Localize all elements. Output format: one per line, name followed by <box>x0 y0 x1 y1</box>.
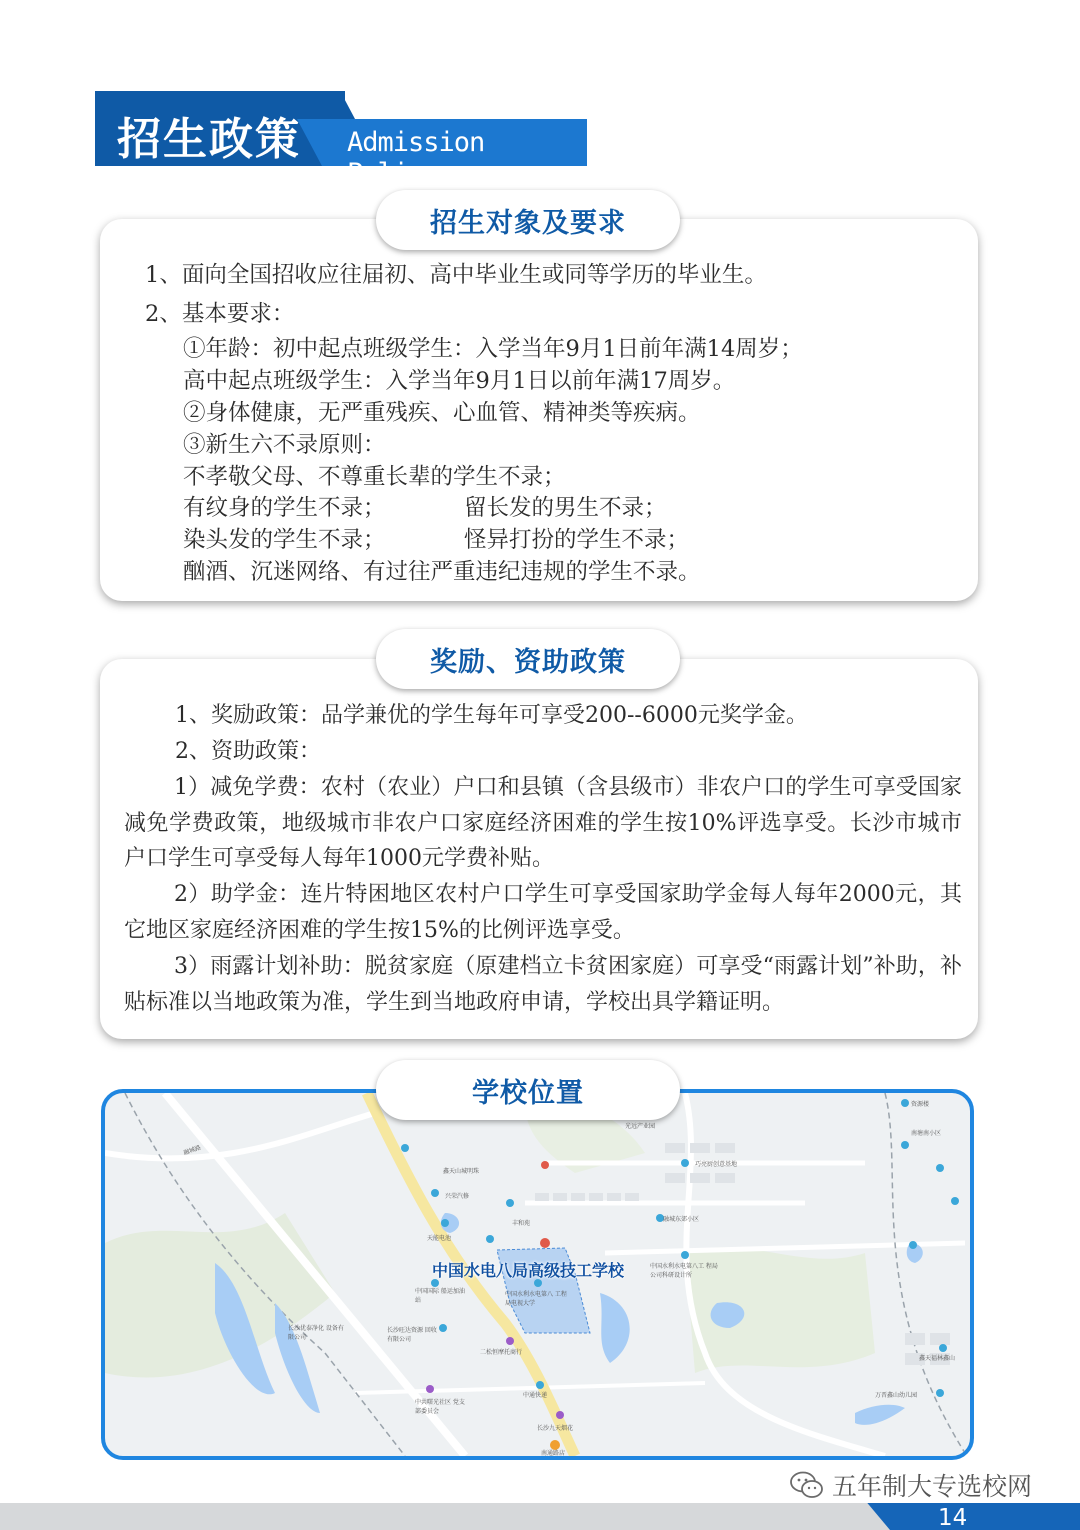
map-poi: 长沙九天烟花 <box>537 1425 574 1432</box>
aid-paragraph: 1、奖励政策：品学兼优的学生每年可享受200--6000元奖学金。 <box>175 703 808 728</box>
financial-aid-heading <box>376 629 680 689</box>
watermark-text: 五年制大专选校网 <box>832 1467 1032 1503</box>
map-poi: 鑫天山城明珠 <box>443 1168 480 1175</box>
requirement-line: 怪异打扮的学生不录； <box>464 527 690 553</box>
requirement-line: 有纹身的学生不录； <box>183 495 386 521</box>
requirement-line: ①年龄：初中起点班级学生：入学当年9月1日前年满14周岁； <box>183 336 803 362</box>
aid-paragraph: 1）减免学费：农村（农业）户口和县镇（含县级市）非农户口的学生可享受国家减免学费政策，地级城市非农户口家庭经济困难的学生按10%评选享受。长沙市城市户口学生可享受每人每年1000元学费补贴。 <box>124 775 962 871</box>
aid-paragraph: 2、资助政策： <box>175 739 321 764</box>
aid-paragraph: 3）雨露计划补助：脱贫家庭（原建档立卡贫困家庭）可享受“雨露计划”补助，补贴标准以当地政策为准，学生到当地政府申请，学校出具学籍证明。 <box>124 954 962 1015</box>
school-location-heading-text: 学校位置 <box>472 1077 584 1109</box>
map-poi: 中国国际 船运加油站 <box>415 1288 465 1304</box>
admission-requirements-heading <box>376 190 680 250</box>
title-banner <box>95 91 587 189</box>
admission-requirements-heading-text: 招生对象及要求 <box>430 207 626 239</box>
page-subtitle: Admission Policy <box>347 127 485 189</box>
map-poi: 长沙旺达资源 回收有限公司 <box>387 1327 437 1343</box>
map-poi: 融城东郊小区 <box>663 1216 700 1223</box>
map-poi: 天能电池 <box>427 1235 452 1242</box>
requirement-line: 染头发的学生不录； <box>183 527 386 553</box>
requirement-line: 留长发的男生不录； <box>464 495 667 521</box>
map-poi: 中国水利水电第八工 程局公司科研设计所 <box>650 1263 718 1279</box>
school-location-map[interactable] <box>101 1089 974 1460</box>
requirement-line: 2、基本要求： <box>145 301 295 327</box>
map-poi: 南通路店 <box>541 1450 566 1457</box>
requirement-line: 酗酒、沉迷网络、有过往严重违纪违规的学生不录。 <box>183 559 701 585</box>
requirement-line: 1、面向全国招收应往届初、高中毕业生或同等学历的毕业生。 <box>145 262 767 288</box>
page-title: 招生政策 <box>117 114 301 165</box>
school-location-heading <box>376 1060 680 1120</box>
map-poi: 资源楼 <box>911 1101 930 1108</box>
map-poi: 万晋鑫山幼儿园 <box>875 1392 918 1399</box>
map-poi: 长沙优泰净化 设备有限公司 <box>288 1325 344 1341</box>
aid-paragraph: 2）助学金：连片特困地区农村户口学生可享受国家助学金每人每年2000元，其它地区家庭经济困难的学生按15%的比例评选享受。 <box>124 882 962 943</box>
map-poi: 丰和苑 <box>512 1220 531 1227</box>
requirement-line: ②身体健康，无严重残疾、心血管、精神类等疾病。 <box>183 400 701 426</box>
financial-aid-heading-text: 奖励、资助政策 <box>430 646 626 678</box>
requirement-line: ③新生六不录原则： <box>183 432 386 458</box>
map-poi: 鑫天福林鑫山 <box>919 1355 956 1362</box>
page-number: 14 <box>938 1505 968 1530</box>
map-poi: 巧亮厨创意基地 <box>695 1161 738 1168</box>
requirement-line: 不孝敬父母、不尊重长辈的学生不录； <box>183 464 566 490</box>
watermark <box>790 1467 1032 1503</box>
requirement-line: 高中起点班级学生：入学当年9月1日以前年满17周岁。 <box>183 368 736 394</box>
map-poi: 中共曙光社区 党支部委员会 <box>415 1399 465 1415</box>
map-poi: 二松恒摩托商行 <box>480 1349 523 1356</box>
map-poi: 光远产业园 <box>625 1123 656 1130</box>
wechat-icon <box>790 1471 824 1499</box>
footer-accent <box>905 1503 1080 1530</box>
map-poi: 兴荣汽修 <box>445 1193 470 1200</box>
map-poi: 南塘南小区 <box>911 1130 942 1137</box>
school-map-label: 中国水电八局高级技工学校 <box>432 1261 625 1280</box>
map-poi: 融城路 <box>182 1144 203 1157</box>
map-poi: 中通快递 <box>523 1392 548 1399</box>
map-poi: 中国水利水电第八 工程局电视大学 <box>505 1291 567 1307</box>
